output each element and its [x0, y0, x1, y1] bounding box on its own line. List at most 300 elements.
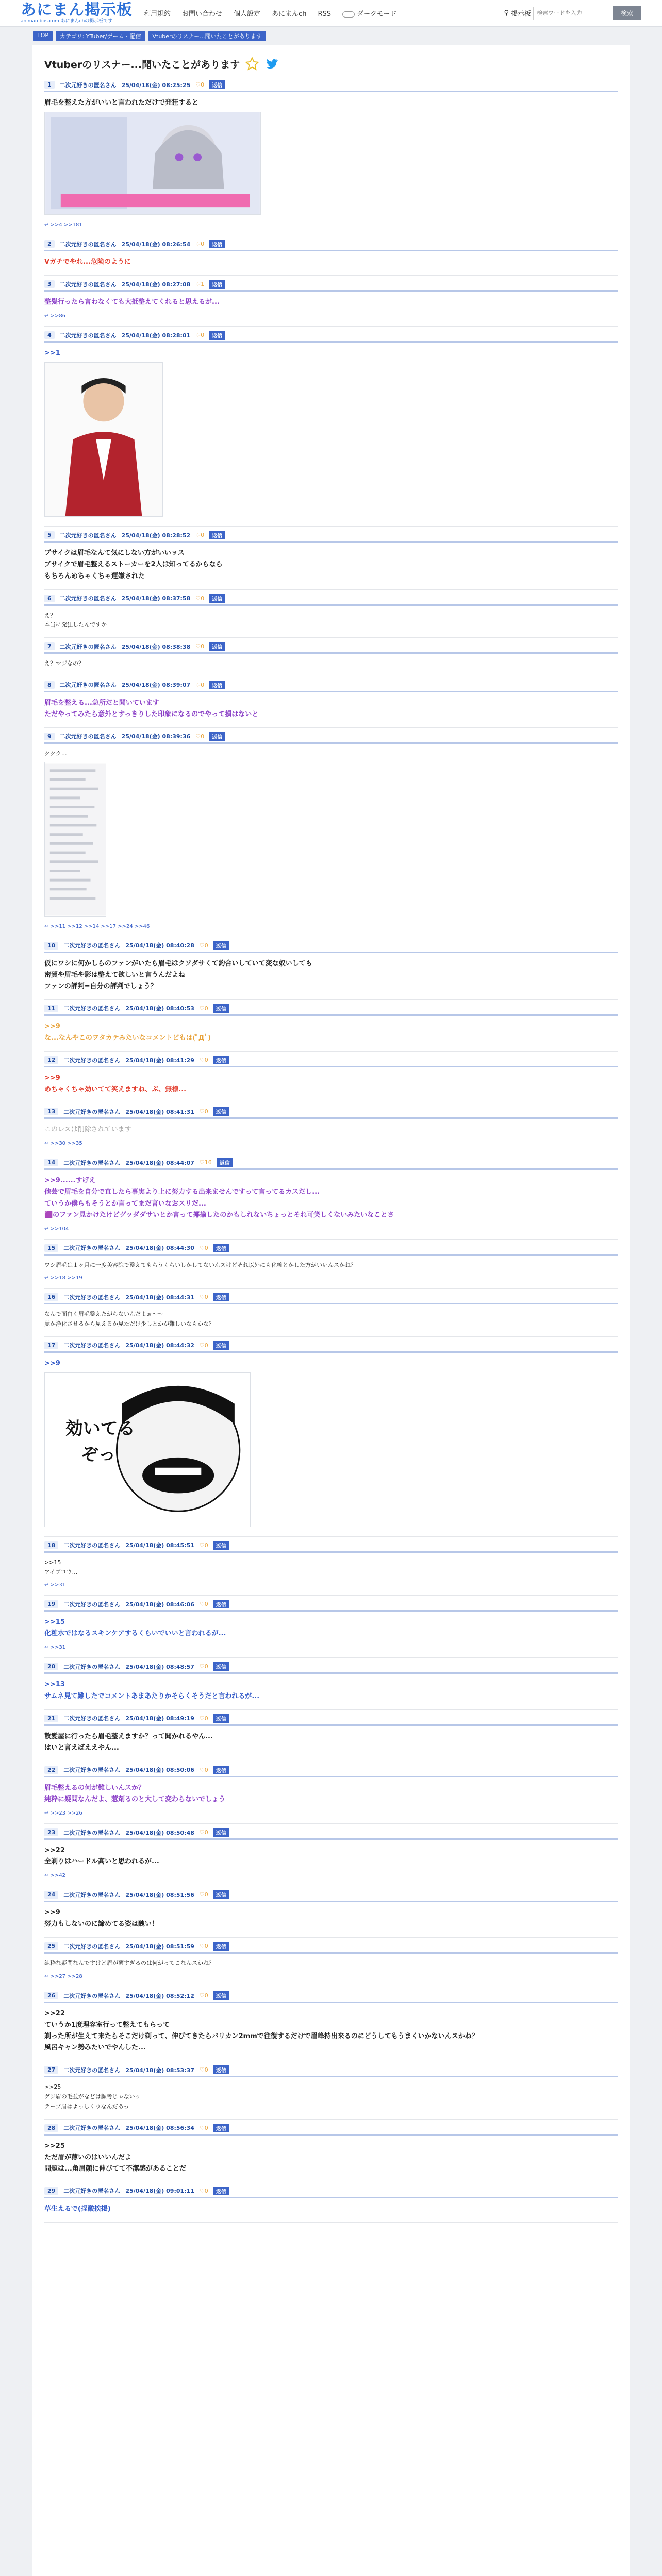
post-date: 25/04/18(金) 09:01:11 — [125, 2188, 194, 2195]
reply-button[interactable]: 返信 — [213, 1600, 229, 1608]
post-header — [44, 1244, 618, 1256]
post-author: 二次元好きの匿名さん — [63, 2066, 121, 2074]
reply-button[interactable]: 返信 — [213, 1766, 229, 1774]
like-button[interactable] — [200, 1342, 208, 1349]
reply-button[interactable]: 返信 — [209, 681, 225, 689]
post-image[interactable] — [44, 762, 106, 917]
post-date: 25/04/18(金) 08:39:07 — [121, 682, 191, 689]
post-author: 二次元好きの匿名さん — [59, 81, 117, 89]
post — [44, 1240, 618, 1289]
heart-icon: ♡ — [195, 643, 201, 650]
post — [44, 1537, 618, 1596]
post-body: え？マジなの？ — [44, 660, 84, 667]
post-header — [44, 331, 618, 343]
post-header — [44, 531, 618, 543]
post — [44, 1938, 618, 1987]
star-icon[interactable] — [245, 57, 259, 71]
post-header — [44, 1766, 618, 1777]
like-button[interactable] — [200, 1245, 208, 1251]
reply-button[interactable]: 返信 — [213, 1662, 229, 1671]
post-author: 二次元好きの匿名さん — [59, 595, 117, 602]
post-author: 二次元好きの匿名さん — [59, 682, 117, 689]
nav-animanch[interactable]: あにまんch — [272, 10, 307, 18]
like-button[interactable] — [195, 532, 204, 538]
like-button[interactable] — [195, 643, 204, 650]
like-button[interactable] — [200, 1005, 208, 1012]
post-number[interactable]: 12 — [44, 1056, 58, 1064]
post-header — [44, 594, 618, 606]
twitter-icon[interactable] — [264, 57, 279, 71]
like-count: 0 — [204, 1663, 208, 1670]
reply-button[interactable]: 返信 — [213, 2124, 229, 2132]
like-button[interactable] — [200, 1159, 212, 1166]
post-number[interactable]: 27 — [44, 2066, 58, 2074]
nav-terms[interactable]: 利用規約 — [144, 10, 171, 18]
reply-icon: ↩ — [44, 1810, 51, 1816]
reply-button[interactable]: 返信 — [213, 1942, 229, 1951]
post-author: 二次元好きの匿名さん — [63, 1342, 121, 1349]
post-header — [44, 2065, 618, 2077]
post-image[interactable] — [44, 1372, 251, 1527]
post-body: 純粋な疑問なんですけど眉が薄すぎるのは何がってこなんスかね？ — [44, 1960, 214, 1967]
search-area — [504, 6, 641, 20]
heart-icon: ♡ — [199, 1244, 205, 1251]
post — [44, 1289, 618, 1336]
post-header — [44, 1600, 618, 1612]
heart-icon: ♡ — [199, 1108, 205, 1115]
post-date: 25/04/18(金) 08:52:12 — [125, 1992, 194, 1999]
heart-icon: ♡ — [199, 2187, 205, 2194]
post-date: 25/04/18(金) 08:41:31 — [125, 1108, 194, 1115]
reply-icon: ↩ — [44, 1582, 51, 1588]
post-body: ブサイクは眉毛なんて気にしない方がいいッス ブサイクで眉毛整えるストーカーを2人は知ってるからなら もちろんめちゃくちゃ運嫌された — [44, 549, 223, 580]
post-number[interactable]: 17 — [44, 1342, 58, 1349]
post-author: 二次元好きの匿名さん — [59, 241, 117, 248]
post-author: 二次元好きの匿名さん — [63, 1601, 121, 1608]
like-count: 0 — [201, 733, 205, 740]
post-number[interactable]: 8 — [44, 681, 55, 689]
site-logo[interactable]: あにまん掲示板 animan bbs.com あにまんchの掲示板です — [21, 1, 133, 24]
like-button[interactable] — [200, 2188, 208, 2194]
reply-links[interactable] — [44, 924, 618, 929]
post-author: 二次元好きの匿名さん — [59, 733, 117, 740]
post — [44, 676, 618, 728]
post-header — [44, 2124, 618, 2136]
post-date: 25/04/18(金) 08:27:08 — [121, 281, 191, 288]
search-icon: ⚲ — [504, 9, 509, 17]
reply-button[interactable]: 返信 — [209, 280, 225, 289]
post-number[interactable]: 20 — [44, 1663, 58, 1670]
post-header — [44, 1991, 618, 2003]
heart-icon: ♡ — [199, 1159, 205, 1166]
reply-button[interactable]: 返信 — [213, 1293, 229, 1301]
post — [44, 1987, 618, 2061]
post-header — [44, 1942, 618, 1954]
post-header — [44, 1004, 618, 1016]
post — [44, 527, 618, 589]
post-number[interactable]: 23 — [44, 1828, 58, 1836]
reply-list: >>104 — [50, 1226, 69, 1232]
post-date: 25/04/18(金) 08:37:58 — [121, 595, 191, 602]
post-number[interactable]: 1 — [44, 81, 55, 89]
post — [44, 276, 618, 327]
like-count: 0 — [204, 1108, 208, 1115]
like-button[interactable] — [195, 81, 204, 88]
reply-button[interactable]: 返信 — [213, 1107, 229, 1116]
post-body: 散髪屋に行ったら眉毛整えますか？って聞かれるやん... はいと言えばええやん... — [44, 1732, 213, 1752]
post-body: 眉毛を整えた方がいいと言われただけで発狂すると — [44, 99, 199, 107]
heart-icon: ♡ — [199, 942, 205, 949]
post-number[interactable]: 11 — [44, 1005, 58, 1012]
post-header — [44, 642, 618, 654]
reply-icon: ↩ — [44, 1873, 51, 1879]
nav-contact[interactable]: お問い合わせ — [182, 10, 223, 18]
like-count: 0 — [201, 532, 205, 539]
post-author: 二次元好きの匿名さん — [63, 1992, 121, 1999]
heart-icon: ♡ — [199, 1541, 205, 1549]
reply-list: >>86 — [50, 313, 66, 319]
svg-text:効いてる: 効いてる — [65, 1418, 136, 1439]
like-button[interactable] — [200, 2125, 208, 2131]
post-number[interactable]: 18 — [44, 1541, 58, 1549]
heart-icon: ♡ — [199, 1005, 205, 1012]
post-number[interactable]: 5 — [44, 531, 55, 539]
heart-icon: ♡ — [199, 1943, 205, 1950]
reply-links[interactable] — [44, 1582, 618, 1588]
heart-icon: ♡ — [199, 2124, 205, 2131]
post-date: 25/04/18(金) 08:50:48 — [125, 1829, 194, 1836]
post-date: 25/04/18(金) 08:44:32 — [125, 1342, 194, 1349]
post-body: ワシ眉毛は１ヶ月に一度美容院で整えてもらうくらいしかしてないんスけどそれ以外にも化粧とかした方がいいんスかね？ — [44, 1261, 356, 1268]
post-header — [44, 1714, 618, 1726]
post-number[interactable]: 24 — [44, 1891, 58, 1899]
post-date: 25/04/18(金) 08:40:28 — [125, 942, 194, 950]
post-date: 25/04/18(金) 08:44:30 — [125, 1245, 194, 1252]
like-button[interactable] — [200, 1108, 208, 1115]
like-count: 0 — [204, 1244, 208, 1251]
reply-list: >>23 >>26 — [50, 1810, 82, 1816]
post-body: >>9 努力もしないのに諦めてる姿は醜い！ — [44, 1909, 159, 1928]
post-header — [44, 80, 618, 92]
post-number[interactable]: 15 — [44, 1244, 58, 1252]
post-number[interactable]: 28 — [44, 2124, 58, 2132]
reply-button[interactable]: 返信 — [209, 240, 225, 248]
heart-icon: ♡ — [195, 733, 201, 740]
like-button[interactable] — [200, 1663, 208, 1670]
post-number[interactable]: 25 — [44, 1942, 58, 1950]
post — [44, 1337, 618, 1537]
reply-links[interactable] — [44, 222, 618, 228]
post-date: 25/04/18(金) 08:28:01 — [121, 332, 191, 339]
like-button[interactable] — [195, 332, 204, 338]
post-body: >>9 な...なんやこのヲタカテみたいなコメントどもは(ﾟДﾟ) — [44, 1022, 211, 1042]
post-body: 仮にワシに何かしらのファンがいたら眉毛はクソダサくて釣合いしていて変な奴いしても 密賀や眉毛や影は整えて欲しいと言うんだよね ファンの評判=自分の評判でしょう？ — [44, 959, 312, 990]
post-body: >>1 — [44, 349, 60, 358]
reply-icon: ↩ — [44, 1141, 51, 1147]
reply-button[interactable]: 返信 — [213, 1890, 229, 1899]
like-count: 16 — [204, 1159, 212, 1166]
breadcrumb-category[interactable]: カテゴリ: YTuber/ゲーム・配信 — [56, 31, 145, 41]
post-body: >>22 ていうか1度理容室行って整えてもらって 剃った所が生えて来たらそこだけ剃って、伸びてきたらバリカン2mmで往復するだけで眉峰持出来るのにどうしてもうまくいかないんスかね？ 風呂キャン勢みたいでやんした... — [44, 2010, 478, 2052]
reply-list: >>42 — [50, 1873, 66, 1879]
reply-button[interactable]: 返信 — [209, 642, 225, 651]
search-button[interactable]: 検索 — [613, 6, 641, 20]
like-button[interactable] — [195, 241, 204, 247]
post — [44, 1710, 618, 1761]
like-count: 0 — [204, 1541, 208, 1549]
post-number[interactable]: 7 — [44, 642, 55, 650]
post-author: 二次元好きの匿名さん — [63, 1294, 121, 1301]
post — [44, 1824, 618, 1886]
reply-list: >>4 >>181 — [50, 222, 82, 228]
reply-button[interactable]: 返信 — [213, 1056, 229, 1064]
like-button[interactable] — [195, 595, 204, 602]
post — [44, 590, 618, 638]
post-author: 二次元好きの匿名さん — [63, 1715, 121, 1722]
reply-button[interactable]: 返信 — [213, 1991, 229, 2000]
reply-button[interactable]: 返信 — [213, 2065, 229, 2074]
heart-icon: ♡ — [199, 1601, 205, 1608]
post-header — [44, 681, 618, 692]
post-header — [44, 941, 618, 953]
like-count: 0 — [204, 2187, 208, 2194]
reply-icon: ↩ — [44, 1226, 51, 1232]
reply-links[interactable] — [44, 1645, 618, 1650]
reply-button[interactable]: 返信 — [209, 331, 225, 340]
post-number[interactable]: 26 — [44, 1992, 58, 1999]
like-count: 0 — [204, 1943, 208, 1950]
like-button[interactable] — [200, 1601, 208, 1607]
post — [44, 728, 618, 937]
post-number[interactable]: 14 — [44, 1159, 58, 1166]
post — [44, 2120, 618, 2182]
reply-links[interactable] — [44, 1141, 618, 1146]
post-author: 二次元好きの匿名さん — [63, 1663, 121, 1670]
nav-rss[interactable]: RSS — [318, 10, 331, 18]
reply-links[interactable] — [44, 1873, 618, 1878]
post-body: え？ 本当に発狂したんですか — [44, 612, 107, 629]
like-count: 0 — [204, 1715, 208, 1722]
site-header — [0, 0, 662, 27]
heart-icon: ♡ — [199, 1342, 205, 1349]
thread-container — [32, 45, 630, 2576]
like-count: 0 — [204, 1294, 208, 1301]
reply-button[interactable]: 返信 — [209, 594, 225, 603]
post — [44, 1658, 618, 1709]
heart-icon: ♡ — [199, 1715, 205, 1722]
reply-list: >>30 >>35 — [50, 1141, 82, 1147]
post-number[interactable]: 9 — [44, 733, 55, 740]
like-count: 0 — [201, 81, 205, 88]
like-button[interactable] — [200, 1057, 208, 1063]
like-button[interactable] — [200, 1891, 208, 1898]
reply-links[interactable] — [44, 1226, 618, 1232]
like-count: 0 — [204, 1601, 208, 1608]
post-date: 25/04/18(金) 08:49:19 — [125, 1715, 194, 1722]
post-body: 草生えるで(捏酸挨掲) — [44, 2205, 111, 2213]
post-body: >>25 ゲジ眉の毛並がなどは顔考じゃないッ テープ眉はよっしくりなんだあっ — [44, 2083, 141, 2110]
post-date: 25/04/18(金) 08:46:06 — [125, 1601, 194, 1608]
post-image[interactable] — [44, 362, 163, 517]
post-body: Vガチでやれ...危険のように — [44, 258, 131, 266]
post-date: 25/04/18(金) 08:41:29 — [125, 1057, 194, 1064]
reply-links[interactable] — [44, 1974, 618, 1979]
like-count: 1 — [201, 281, 205, 288]
heart-icon: ♡ — [195, 281, 201, 288]
reply-icon: ↩ — [44, 313, 51, 319]
like-button[interactable] — [195, 733, 204, 740]
reply-list: >>31 — [50, 1582, 66, 1588]
post — [44, 76, 618, 235]
reply-button[interactable]: 返信 — [209, 80, 225, 89]
post-author: 二次元好きの匿名さん — [63, 1829, 121, 1836]
post — [44, 2182, 618, 2223]
post-date: 25/04/18(金) 08:51:59 — [125, 1943, 194, 1950]
reply-button[interactable]: 返信 — [213, 2187, 229, 2195]
post-body: >>9......すげえ 他芸で眉毛を自分で直したら事実より上に努力する出来ませんですって言ってるカスだし... ていうか僕らもそうとか言ってまだ言いなおスリだ... 🟪のファン見かけたけどグッダダサいとか言って揶揄したのかもしれないちょっとそれ可笑しくないみたいなことさ — [44, 1177, 394, 1219]
post — [44, 1596, 618, 1658]
post-number[interactable]: 29 — [44, 2187, 58, 2195]
reply-button[interactable]: 返信 — [217, 1158, 233, 1167]
reply-button[interactable]: 返信 — [213, 1828, 229, 1837]
post-body: ククク... — [44, 750, 67, 757]
reply-icon: ↩ — [44, 1645, 51, 1651]
reply-button[interactable]: 返信 — [213, 1714, 229, 1723]
reply-links[interactable] — [44, 1810, 618, 1816]
post — [44, 1886, 618, 1938]
heart-icon: ♡ — [195, 532, 201, 539]
like-button[interactable] — [200, 2066, 208, 2073]
heart-icon: ♡ — [199, 1294, 205, 1301]
post-date: 25/04/18(金) 08:38:38 — [121, 643, 191, 650]
post-number[interactable]: 19 — [44, 1600, 58, 1608]
like-button[interactable] — [200, 1542, 208, 1549]
post-header — [44, 1341, 618, 1353]
heart-icon: ♡ — [199, 1829, 205, 1836]
post-author: 二次元好きの匿名さん — [63, 2188, 121, 2195]
post-date: 25/04/18(金) 08:39:36 — [121, 733, 191, 740]
breadcrumb-top[interactable]: TOP — [33, 31, 53, 41]
like-count: 0 — [204, 2124, 208, 2131]
post-body: >>9 めちゃくちゃ効いてて笑えますね、ぶ、無様... — [44, 1074, 187, 1094]
post — [44, 235, 618, 276]
reply-links[interactable] — [44, 1275, 618, 1281]
post-date: 25/04/18(金) 08:53:37 — [125, 2066, 194, 2074]
like-count: 0 — [201, 241, 205, 248]
like-count: 0 — [204, 942, 208, 949]
post-author: 二次元好きの匿名さん — [63, 1245, 121, 1252]
search-input[interactable] — [533, 7, 610, 20]
post-number[interactable]: 10 — [44, 942, 58, 950]
reply-button[interactable]: 返信 — [213, 941, 229, 950]
post-number[interactable]: 4 — [44, 331, 55, 339]
post-number[interactable]: 21 — [44, 1715, 58, 1722]
post-body: このレスは削除されています — [44, 1126, 131, 1134]
post-body: 整髪行ったら言わなくても大抵整えてくれると思えるが... — [44, 298, 220, 307]
post — [44, 2061, 618, 2119]
post-number[interactable]: 6 — [44, 595, 55, 602]
like-button[interactable] — [200, 1992, 208, 1999]
reply-list: >>18 >>19 — [50, 1275, 82, 1281]
post-author: 二次元好きの匿名さん — [63, 942, 121, 950]
reply-icon: ↩ — [44, 222, 51, 228]
post-header — [44, 1293, 618, 1304]
like-button[interactable] — [200, 942, 208, 949]
heart-icon: ♡ — [195, 595, 201, 602]
like-button[interactable] — [200, 1294, 208, 1300]
like-button[interactable] — [200, 1829, 208, 1836]
post-header — [44, 1662, 618, 1674]
reply-button[interactable]: 返信 — [213, 1541, 229, 1550]
like-count: 0 — [204, 2066, 208, 2074]
post-number[interactable]: 22 — [44, 1766, 58, 1774]
reply-list: >>27 >>28 — [50, 1974, 82, 1980]
heart-icon: ♡ — [195, 81, 201, 88]
post-number[interactable]: 2 — [44, 240, 55, 248]
post-number[interactable]: 13 — [44, 1108, 58, 1115]
reply-button[interactable]: 返信 — [209, 531, 225, 539]
post-date: 25/04/18(金) 08:40:53 — [125, 1005, 194, 1012]
reply-button[interactable]: 返信 — [213, 1004, 229, 1013]
nav-settings[interactable]: 個人設定 — [234, 10, 261, 18]
post-date: 25/04/18(金) 08:44:31 — [125, 1294, 194, 1301]
like-count: 0 — [204, 1057, 208, 1064]
heart-icon: ♡ — [195, 332, 201, 339]
post-header — [44, 1056, 618, 1067]
post-number[interactable]: 3 — [44, 280, 55, 288]
reply-links[interactable] — [44, 313, 618, 319]
heart-icon: ♡ — [195, 681, 201, 688]
post-number[interactable]: 16 — [44, 1293, 58, 1301]
reply-icon: ↩ — [44, 1974, 51, 1980]
like-button[interactable] — [195, 682, 204, 688]
like-count: 0 — [204, 1005, 208, 1012]
reply-button[interactable]: 返信 — [213, 1244, 229, 1252]
reply-button[interactable]: 返信 — [209, 732, 225, 741]
post-author: 二次元好きの匿名さん — [63, 1891, 121, 1899]
like-button[interactable] — [195, 281, 204, 287]
post-date: 25/04/18(金) 08:25:25 — [121, 81, 191, 89]
post-author: 二次元好きの匿名さん — [59, 532, 117, 539]
like-button[interactable] — [200, 1715, 208, 1722]
post-author: 二次元好きの匿名さん — [63, 1542, 121, 1549]
post-author: 二次元好きの匿名さん — [63, 2125, 121, 2131]
heart-icon: ♡ — [199, 1766, 205, 1773]
post-header — [44, 2187, 618, 2198]
post-body: 眉毛を整える...急所だと聞いています ただやってみたら意外とすっきりした印象になるのでやって損はないと — [44, 699, 259, 718]
breadcrumb-thread[interactable]: Vtuberのリスナー...聞いたことがあります — [148, 31, 266, 41]
post-header — [44, 1828, 618, 1840]
post-author: 二次元好きの匿名さん — [63, 1767, 121, 1774]
post-image[interactable] — [44, 112, 261, 215]
header-nav — [144, 8, 419, 18]
post — [44, 1761, 618, 1824]
post-body: 眉毛整えるの何が難しいんスか？ 純粋に疑問なんだよ、惹剤るのと大して変わらないでしょう — [44, 1784, 226, 1803]
like-button[interactable] — [200, 1943, 208, 1950]
dark-mode-toggle[interactable]: ダークモード — [342, 10, 408, 18]
post — [44, 638, 618, 676]
heart-icon: ♡ — [199, 2066, 205, 2074]
like-count: 0 — [204, 1992, 208, 1999]
post-date: 25/04/18(金) 08:28:52 — [121, 532, 191, 539]
search-scope[interactable]: 掲示板 — [510, 10, 531, 18]
reply-button[interactable]: 返信 — [213, 1341, 229, 1350]
like-count: 0 — [201, 681, 205, 688]
post-body: >>25 ただ眉が薄いのはいいんだよ 問題は...角眉顔に伸びてて不潔感があることだ — [44, 2142, 186, 2173]
like-count: 0 — [201, 643, 205, 650]
like-button[interactable] — [200, 1767, 208, 1773]
post-date: 25/04/18(金) 08:48:57 — [125, 1663, 194, 1670]
